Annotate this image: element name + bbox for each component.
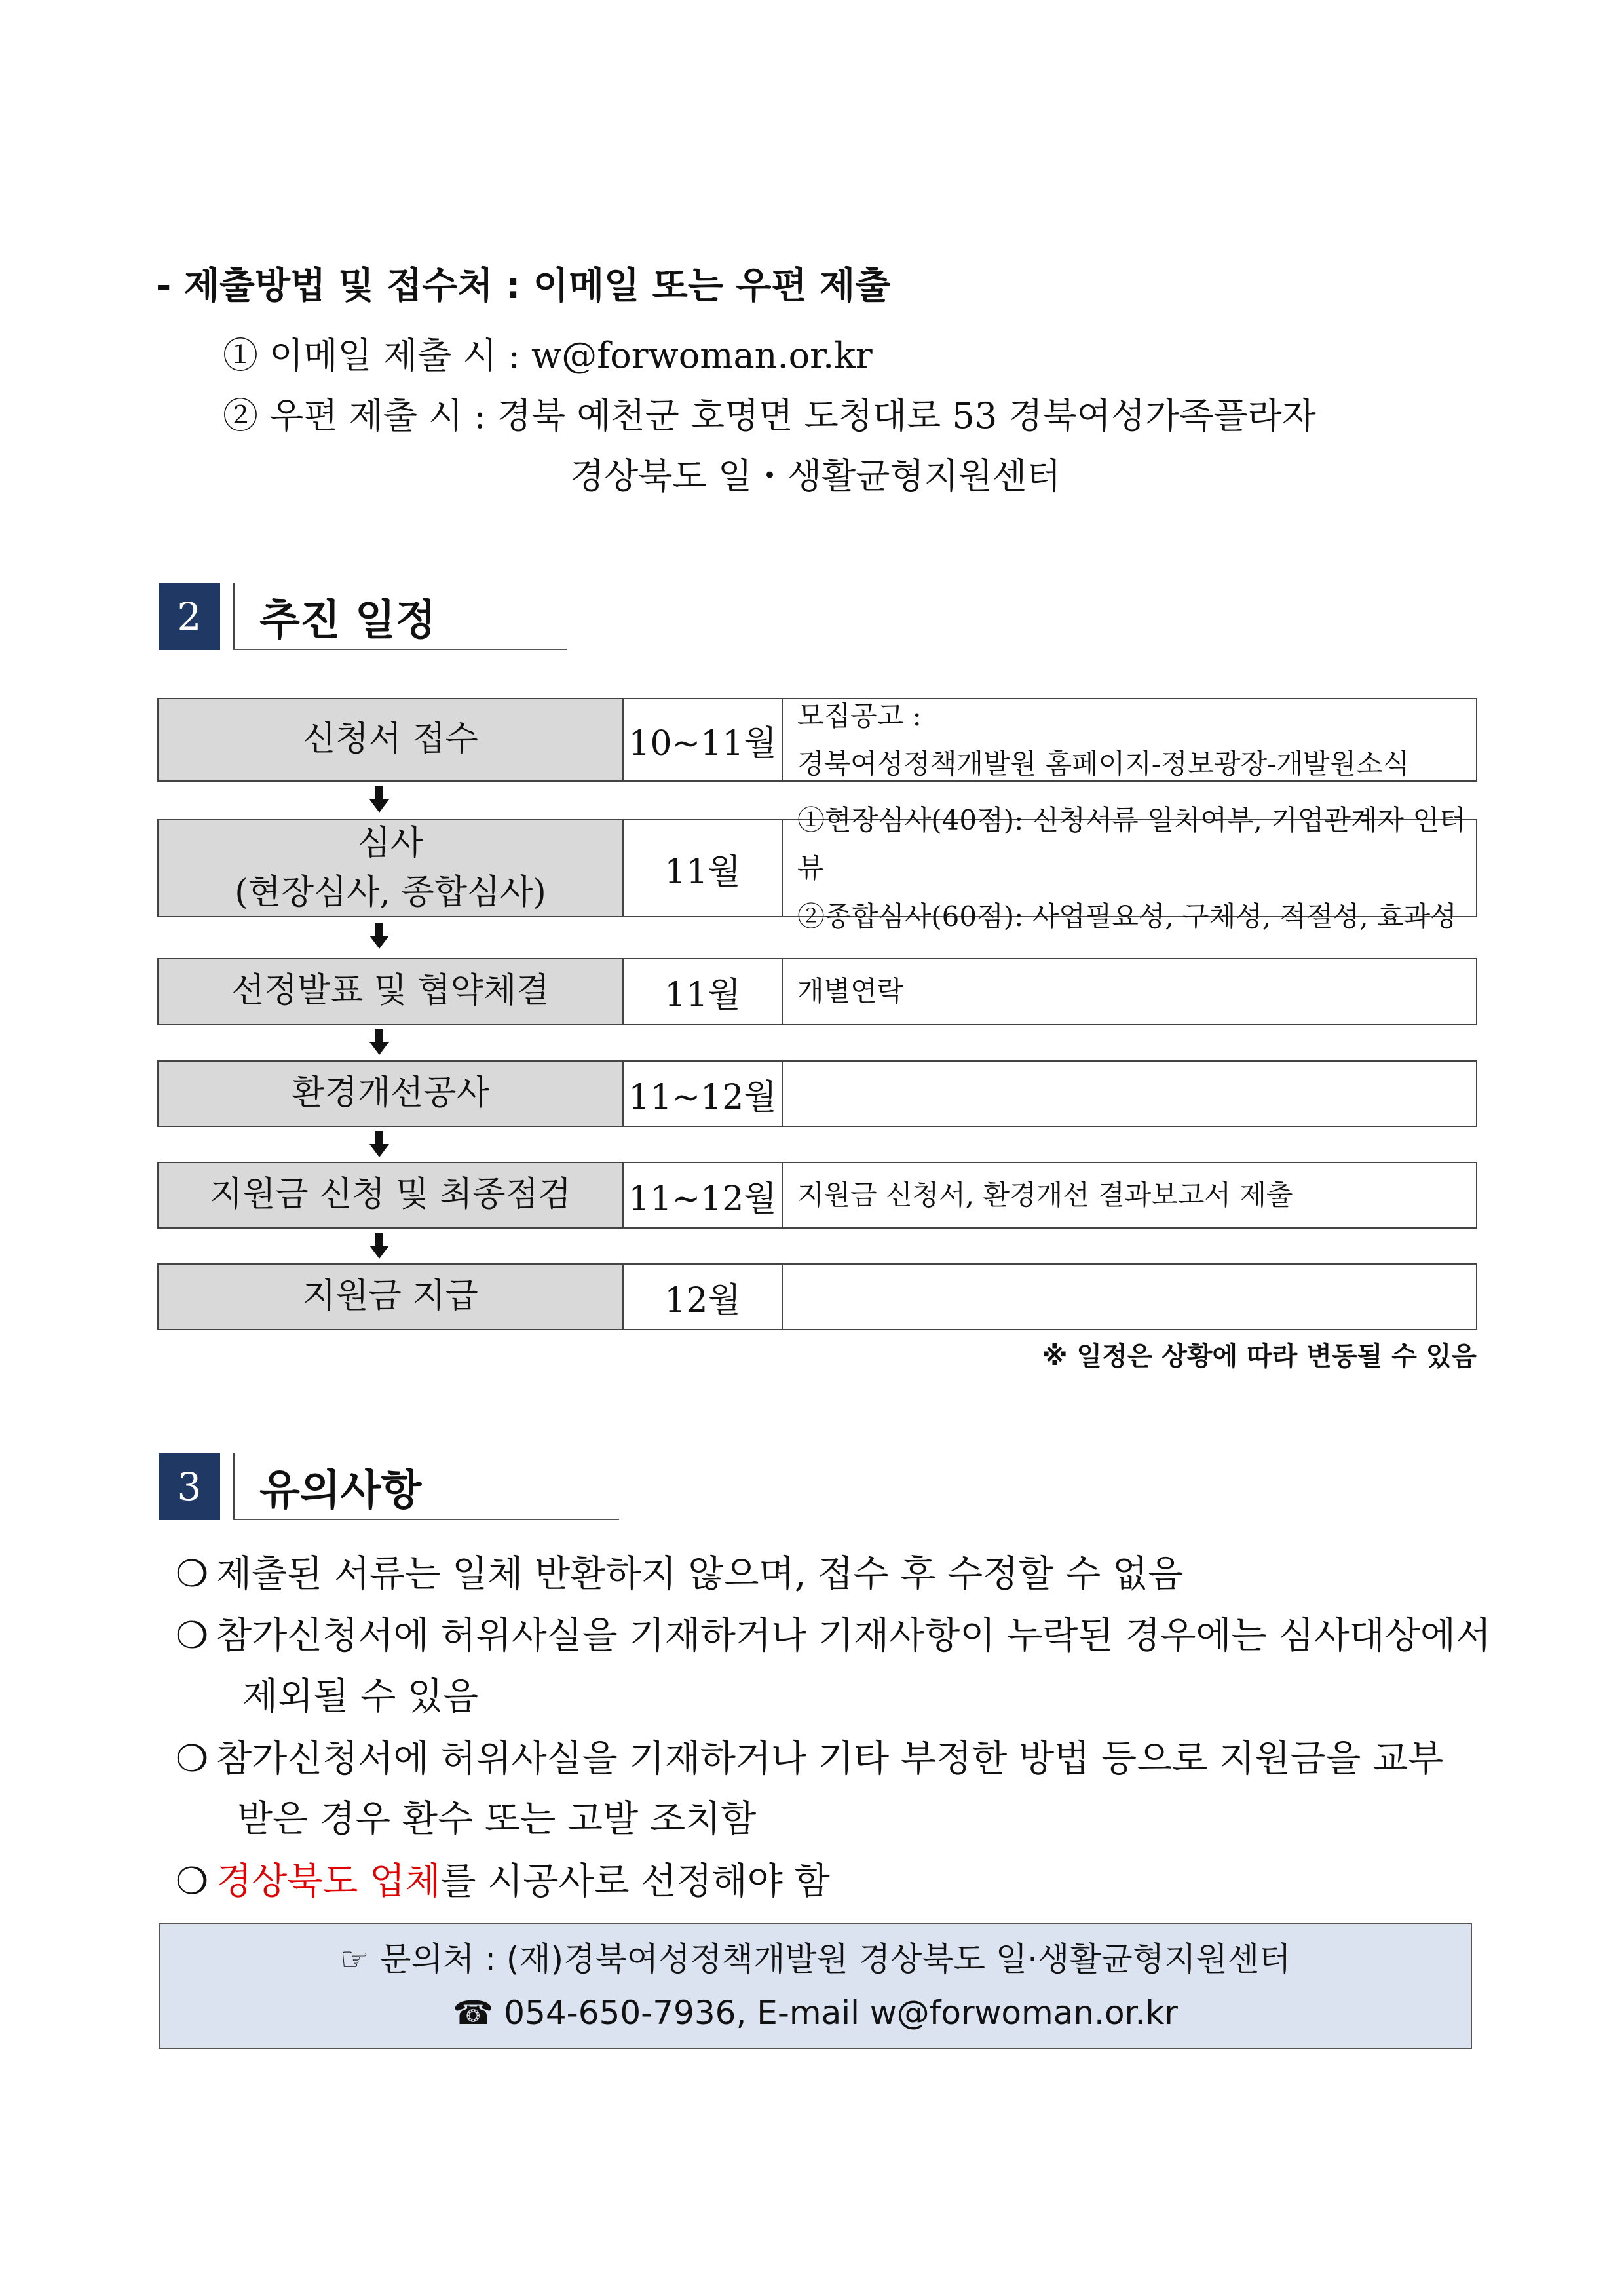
note-item: ❍ 경상북도 업체를 시공사로 선정해야 함 — [176, 1860, 830, 1903]
post-submission-line: ② 우편 제출 시 : 경북 예천군 호명면 도청대로 53 경북여성가족플라자 — [223, 395, 1316, 436]
down-arrow-icon — [369, 1029, 389, 1055]
schedule-stage: 신청서 접수 — [159, 699, 624, 780]
schedule-stage: 지원금 신청 및 최종점검 — [159, 1163, 624, 1227]
schedule-period: 11월 — [624, 959, 783, 1024]
bullet-circle-icon: ❍ — [176, 1860, 209, 1903]
schedule-period: 11~12월 — [624, 1163, 783, 1227]
section-title: 유의사항 — [259, 1466, 422, 1515]
contact-box — [159, 1923, 1472, 2049]
schedule-stage: 지원금 지급 — [159, 1265, 624, 1329]
schedule-row — [157, 1060, 1477, 1127]
bullet-circle-icon: ❍ — [176, 1615, 209, 1657]
schedule-note: 지원금 신청서, 환경개선 결과보고서 제출 — [797, 1179, 1293, 1212]
schedule-period: 12월 — [624, 1265, 783, 1329]
schedule-note: 개별연락 — [797, 975, 904, 1008]
schedule-period: 11월 — [624, 820, 783, 916]
schedule-note: 모집공고 : 경북여성정책개발원 홈페이지-정보광장-개발원소식 — [797, 699, 1410, 780]
down-arrow-icon — [369, 1233, 389, 1259]
down-arrow-icon — [369, 1131, 389, 1157]
note-item-continuation: 받은 경우 환수 또는 고발 조치함 — [237, 1798, 757, 1841]
note-item: ❍ 참가신청서에 허위사실을 기재하거나 기재사항이 누락된 경우에는 심사대상에서 — [176, 1615, 1492, 1657]
section-divider-bar — [233, 1453, 235, 1519]
submission-heading: - 제출방법 및 접수처 : 이메일 또는 우편 제출 — [156, 265, 891, 307]
schedule-footnote: ※ 일정은 상황에 따라 변동될 수 있음 — [1042, 1341, 1477, 1371]
schedule-row — [157, 1263, 1477, 1330]
section-underline — [233, 1519, 619, 1520]
note-item: ❍ 제출된 서류는 일체 반환하지 않으며, 접수 후 수정할 수 없음 — [176, 1553, 1184, 1596]
bullet-circle-icon: ❍ — [176, 1738, 209, 1780]
schedule-period: 10~11월 — [624, 699, 783, 780]
post-submission-center: 경상북도 일・생활균형지원센터 — [570, 455, 1061, 497]
schedule-row — [157, 698, 1477, 782]
section-number-badge: 2 — [159, 583, 220, 650]
section-number-badge: 3 — [159, 1453, 220, 1520]
note-item-continuation: 제외될 수 있음 — [242, 1675, 479, 1718]
highlight-text: 경상북도 업체 — [216, 1860, 441, 1903]
schedule-stage: 환경개선공사 — [159, 1062, 624, 1126]
schedule-note — [783, 1062, 1476, 1126]
email-submission-line: ① 이메일 제출 시 : w@forwoman.or.kr — [223, 335, 873, 376]
section-title: 추진 일정 — [259, 596, 436, 645]
section-divider-bar — [233, 583, 235, 649]
schedule-period: 11~12월 — [624, 1062, 783, 1126]
schedule-row — [157, 803, 1477, 932]
note-item: ❍ 참가신청서에 허위사실을 기재하거나 기타 부정한 방법 등으로 지원금을 교부 — [176, 1738, 1444, 1780]
schedule-stage: 심사 (현장심사, 종합심사) — [159, 820, 624, 916]
bullet-circle-icon: ❍ — [176, 1553, 209, 1596]
schedule-row — [157, 1162, 1477, 1229]
schedule-note — [783, 1265, 1476, 1329]
schedule-stage: 선정발표 및 협약체결 — [159, 959, 624, 1024]
schedule-note: ①현장심사(40점): 신청서류 일치여부, 기업관계자 인터뷰 ②종합심사(60점): 사업필요성, 구체성, 적절성, 효과성 — [797, 803, 1466, 932]
section-underline — [233, 649, 567, 650]
down-arrow-icon — [369, 786, 389, 813]
contact-phone-email: ☎ 054-650-7936, E-mail w@forwoman.or.kr — [453, 1994, 1178, 2032]
schedule-row — [157, 958, 1477, 1025]
down-arrow-icon — [369, 923, 389, 949]
contact-line: ☞ 문의처 : (재)경북여성정책개발원 경상북도 일·생활균형지원센터 — [339, 1940, 1291, 1978]
